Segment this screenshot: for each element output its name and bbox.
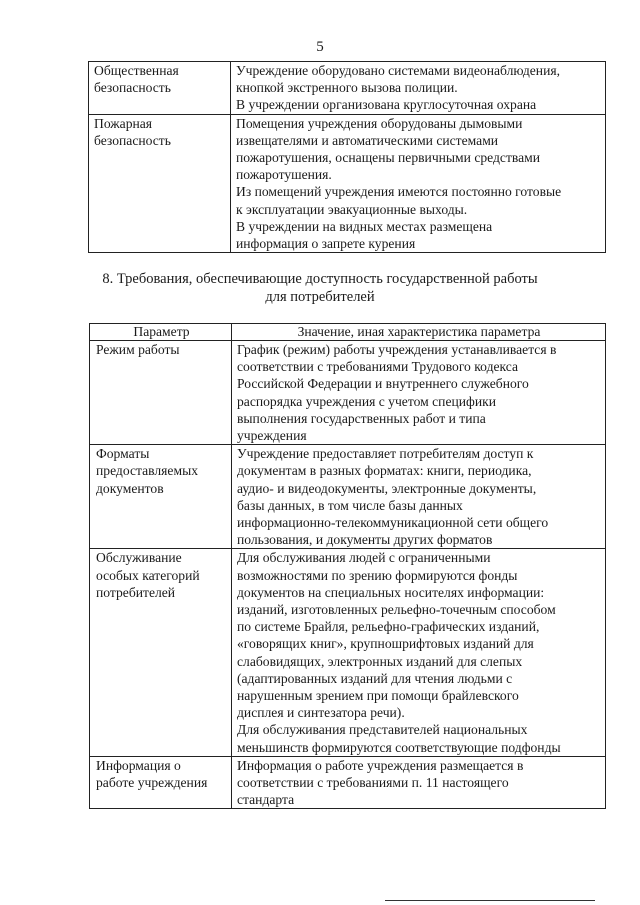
cell-text: Учреждение оборудовано системами видеонаблюдения, [236, 63, 560, 78]
cell-text: Обслуживание [96, 550, 182, 566]
cell-text: кнопкой экстренного вызова полиции. [236, 80, 458, 96]
accessibility-table [89, 323, 606, 809]
param-cell [90, 445, 232, 549]
column-header-value: Значение, иная характеристика параметра [232, 324, 606, 341]
value-cell [231, 62, 606, 115]
cell-text: Для обслуживания людей с ограниченными [237, 550, 491, 566]
cell-text: возможностями по зрению формируются фонды [237, 567, 518, 583]
cell-text: Информация о работе учреждения размещается в [237, 757, 524, 773]
cell-text: Российской Федерации и внутреннего служебного [237, 376, 529, 392]
section-heading [0, 271, 640, 306]
cell-text: по системе Брайля, рельефно-графических изданий, [237, 619, 540, 635]
footer-divider [385, 900, 595, 901]
cell-text: информация о запрете курения [236, 236, 416, 252]
cell-text: График (режим) работы учреждения устанавливается в [237, 342, 557, 357]
cell-text: базы данных, в том числе базы данных [237, 497, 463, 513]
cell-text: соответствии с требованиями Трудового кодекса [237, 359, 519, 375]
table-row [90, 756, 606, 809]
cell-text: к эксплуатации эвакуационные выходы. [236, 201, 468, 217]
cell-text: работе учреждения [96, 775, 208, 791]
cell-text: аудио- и видеодокументы, электронные документы, [237, 480, 537, 496]
param-cell [90, 756, 232, 809]
table-row [89, 62, 606, 115]
cell-text: нарушенным зрением при помощи брайлевского [237, 688, 519, 704]
cell-text: потребителей [96, 584, 176, 600]
cell-text: Из помещений учреждения имеются постоянно готовые [236, 184, 562, 200]
cell-text: Пожарная [94, 115, 153, 131]
cell-text: пожаротушения. [236, 167, 332, 183]
cell-text: меньшинств формируются соответствующие подфонды [237, 739, 561, 755]
cell-text: Помещения учреждения оборудованы дымовыми [236, 115, 523, 131]
cell-text: Для обслуживания представителей национальных [237, 722, 528, 738]
value-cell [232, 341, 606, 445]
cell-text: документам в разных форматах: книги, периодика, [237, 463, 532, 479]
value-cell [232, 445, 606, 549]
heading-line: 8. Требования, обеспечивающие доступность государственной работы [102, 271, 538, 287]
cell-text: стандарта [237, 792, 295, 808]
param-cell [90, 341, 232, 445]
cell-text: В учреждении организована круглосуточная охрана [236, 97, 537, 113]
cell-text: В учреждении на видных местах размещена [236, 218, 493, 234]
cell-text: документов [96, 480, 164, 496]
heading-line: для потребителей [265, 288, 375, 305]
cell-text: безопасность [94, 80, 171, 96]
cell-text: пользования, и документы других форматов [237, 532, 493, 548]
value-cell [232, 549, 606, 756]
cell-text: «говорящих книг», крупношрифтовых изданий для [237, 636, 534, 652]
cell-text: выполнения государственных работ и типа [237, 410, 486, 426]
cell-text: (адаптированных изданий для чтения людьми с [237, 670, 513, 686]
table-row [89, 114, 606, 253]
param-cell [89, 114, 231, 253]
cell-text: Общественная [94, 63, 179, 78]
table-row [90, 549, 606, 756]
cell-text: слабовидящих, электронных изданий для слепых [237, 653, 523, 669]
cell-text: Режим работы [96, 342, 180, 357]
value-cell [232, 756, 606, 809]
cell-text: пожаротушения, оснащены первичными средствами [236, 150, 541, 166]
param-cell [89, 62, 231, 115]
page-number: 5 [316, 39, 324, 55]
cell-text: дисплея и синтезатора речи). [237, 705, 405, 721]
table-header-row [90, 324, 606, 341]
cell-text: Форматы [96, 446, 150, 462]
cell-text: Информация о [96, 757, 181, 773]
table-row [90, 341, 606, 445]
cell-text: Учреждение предоставляет потребителям доступ к [237, 446, 534, 462]
cell-text: документов на специальных носителях информации: [237, 584, 545, 600]
cell-text: особых категорий [96, 567, 200, 583]
param-cell [90, 549, 232, 756]
cell-text: предоставляемых [96, 463, 198, 479]
cell-text: соответствии с требованиями п. 11 настоящего [237, 775, 509, 791]
cell-text: учреждения [237, 428, 307, 444]
cell-text: извещателями и автоматическими системами [236, 132, 499, 148]
column-header-parameter: Параметр [90, 324, 232, 341]
table-row [90, 445, 606, 549]
value-cell [231, 114, 606, 253]
cell-text: изданий, изготовленных рельефно-точечным способом [237, 602, 556, 618]
cell-text: распорядка учреждения с учетом специфики [237, 393, 496, 409]
cell-text: информационно-телекоммуникационной сети общего [237, 515, 549, 531]
safety-table [88, 61, 606, 253]
cell-text: безопасность [94, 132, 171, 148]
